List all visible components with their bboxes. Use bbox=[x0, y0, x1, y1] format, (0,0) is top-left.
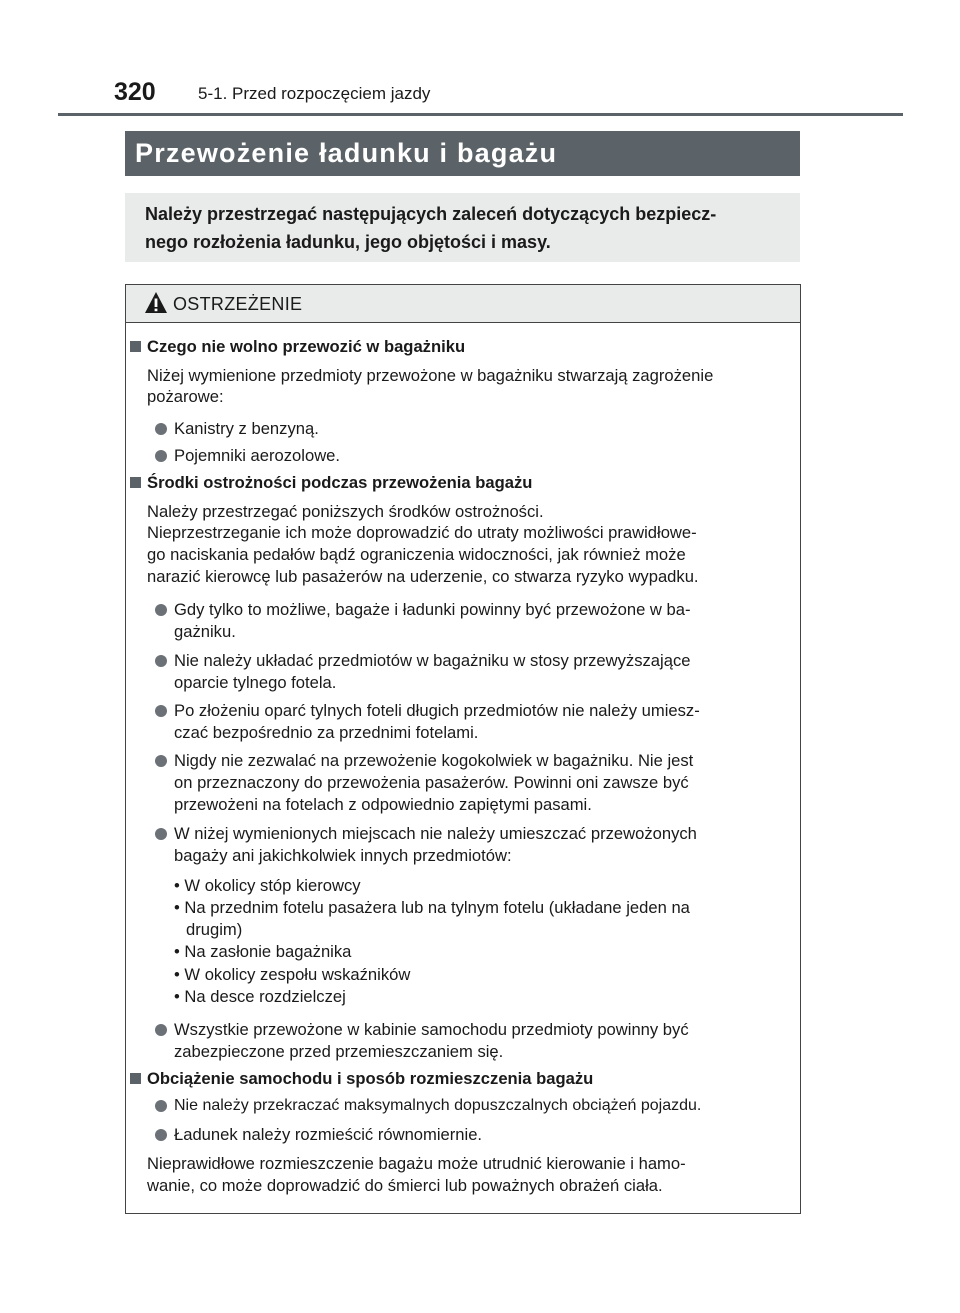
bullet-text: gażniku. bbox=[174, 622, 236, 641]
section-heading: Obciążenie samochodu i sposób rozmieszczenia bagażu bbox=[147, 1069, 594, 1088]
bullet-icon bbox=[155, 1024, 167, 1036]
bullet-icon bbox=[155, 705, 167, 717]
bullet-text: Ładunek należy rozmieścić równomiernie. bbox=[174, 1125, 483, 1144]
bullet-text: Pojemniki aerozolowe. bbox=[174, 446, 341, 465]
page-header bbox=[0, 78, 960, 108]
bullet-text: Nie należy przekraczać maksymalnych dopuszczalnych obciążeń pojazdu. bbox=[174, 1097, 702, 1114]
bullet-icon bbox=[155, 828, 167, 840]
paragraph-line: Należy przestrzegać poniższych środków ostrożności. bbox=[147, 502, 544, 521]
chapter-title: 5-1. Przed rozpoczęciem jazdy bbox=[198, 84, 431, 103]
sub-list-item: • W okolicy stóp kierowcy bbox=[174, 876, 361, 895]
bullet-text: on przeznaczony do przewożenia pasażerów. Powinni oni zawsze być bbox=[174, 773, 689, 792]
sub-list-item: drugim) bbox=[186, 920, 243, 939]
bullet-text: Nigdy nie zezwalać na przewożenie kogokolwiek w bagażniku. Nie jest bbox=[174, 751, 694, 770]
sub-list-item: • W okolicy zespołu wskaźników bbox=[174, 965, 411, 984]
bullet-text: zabezpieczone przed przemieszczaniem się. bbox=[174, 1042, 504, 1061]
bullet-text: bagaży ani jakichkolwiek innych przedmiotów: bbox=[174, 846, 512, 865]
intro-box bbox=[125, 193, 800, 262]
bullet-icon bbox=[155, 450, 167, 462]
bullet-text: oparcie tylnego fotela. bbox=[174, 673, 337, 692]
page-number: 320 bbox=[114, 78, 156, 106]
bullet-text: czać bezpośrednio za przednimi fotelami. bbox=[174, 723, 479, 742]
bullet-icon bbox=[155, 1129, 167, 1141]
section-marker-icon bbox=[130, 1073, 141, 1084]
bullet-text: Wszystkie przewożone w kabinie samochodu przedmioty powinny być bbox=[174, 1020, 689, 1039]
bullet-text: Kanistry z benzyną. bbox=[174, 419, 319, 438]
intro-line: nego rozłożenia ładunku, jego objętości i masy. bbox=[145, 232, 551, 252]
section-title-bar bbox=[125, 131, 800, 176]
bullet-icon bbox=[155, 655, 167, 667]
sub-list-item: • Na przednim fotelu pasażera lub na tylnym fotelu (układane jeden na bbox=[174, 898, 690, 917]
bullet-text: W niżej wymienionych miejscach nie należy umieszczać przewożonych bbox=[174, 824, 697, 843]
bullet-text: Nie należy układać przedmiotów w bagażniku w stosy przewyższające bbox=[174, 651, 691, 670]
sub-list-item: • Na desce rozdzielczej bbox=[174, 987, 346, 1006]
bullet-icon bbox=[155, 604, 167, 616]
section-marker-icon bbox=[130, 341, 141, 352]
paragraph-line: narazić kierowcę lub pasażerów na uderzenie, co stwarza ryzyko wypadku. bbox=[147, 567, 699, 586]
warning-box bbox=[125, 284, 801, 1214]
paragraph-line: go naciskania pedałów bądź ograniczenia widoczności, jak również może bbox=[147, 545, 686, 564]
warning-triangle-icon bbox=[144, 291, 168, 315]
header-divider bbox=[58, 113, 903, 116]
paragraph-line: Nieprawidłowe rozmieszczenie bagażu może utrudnić kierowanie i hamo- bbox=[147, 1154, 686, 1173]
section-title: Przewożenie ładunku i bagażu bbox=[135, 138, 558, 168]
section-marker-icon bbox=[130, 477, 141, 488]
bullet-text: Po złożeniu oparć tylnych foteli długich przedmiotów nie należy umiesz- bbox=[174, 701, 700, 720]
intro-line: Należy przestrzegać następujących zaleceń dotyczących bezpiecz- bbox=[145, 204, 717, 224]
warning-title: OSTRZEŻENIE bbox=[173, 294, 303, 314]
warning-header bbox=[126, 285, 800, 323]
bullet-icon bbox=[155, 1100, 167, 1112]
bullet-icon bbox=[155, 423, 167, 435]
paragraph-line: wanie, co może doprowadzić do śmierci lub poważnych obrażeń ciała. bbox=[147, 1176, 663, 1195]
paragraph-line: pożarowe: bbox=[147, 387, 224, 406]
bullet-text: Gdy tylko to możliwe, bagaże i ładunki powinny być przewożone w ba- bbox=[174, 600, 691, 619]
paragraph-line: Niżej wymienione przedmioty przewożone w bagażniku stwarzają zagrożenie bbox=[147, 366, 714, 385]
bullet-text: przewożeni na fotelach z odpowiednio zapiętymi pasami. bbox=[174, 795, 592, 814]
paragraph-line: Nieprzestrzeganie ich może doprowadzić do utraty możliwości prawidłowe- bbox=[147, 523, 697, 542]
section-heading: Środki ostrożności podczas przewożenia bagażu bbox=[147, 473, 533, 492]
sub-list-item: • Na zasłonie bagażnika bbox=[174, 942, 352, 961]
section-heading: Czego nie wolno przewozić w bagażniku bbox=[147, 337, 466, 356]
bullet-icon bbox=[155, 755, 167, 767]
